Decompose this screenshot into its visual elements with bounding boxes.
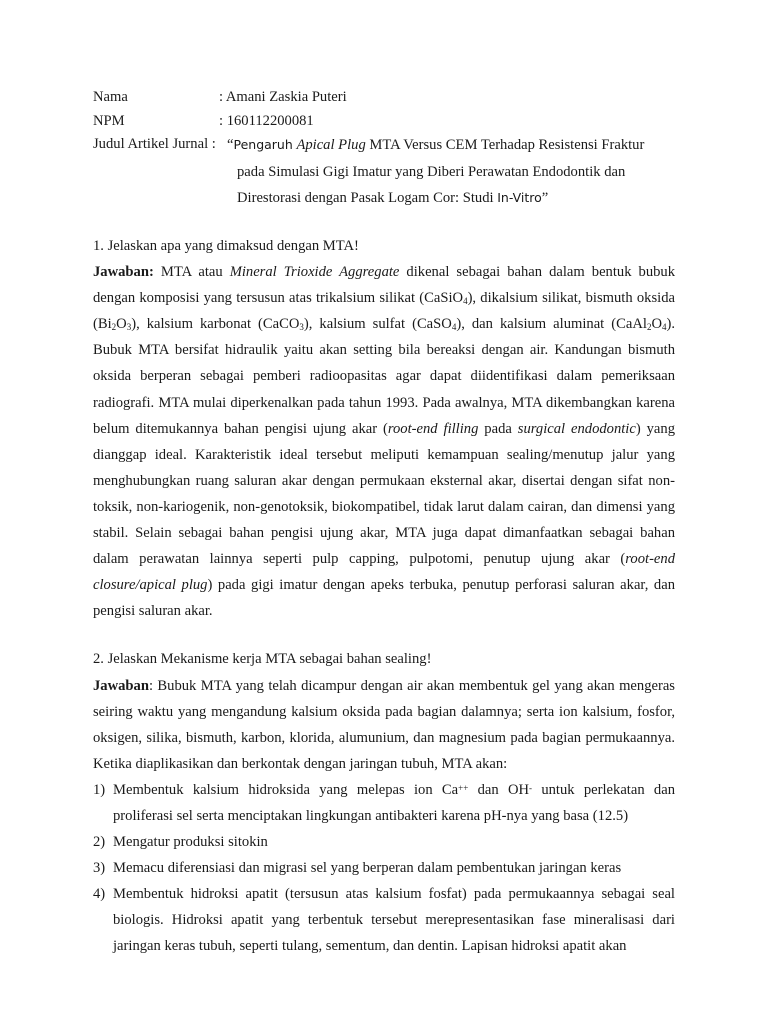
judul-continuation	[237, 159, 625, 211]
npm-value: : 160112200081	[219, 112, 314, 129]
npm-row	[93, 110, 693, 134]
judul-line-2: pada Simulasi Gigi Imatur yang Diberi Perawatan Endodontik dan	[237, 164, 626, 180]
question-2: 2. Jelaskan Mekanisme kerja MTA sebagai bahan sealing!	[93, 651, 432, 668]
judul-line-3	[237, 185, 625, 211]
npm-label: NPM	[93, 112, 125, 129]
judul-line-3-text: Direstorasi dengan Pasak Logam Cor: Studi	[237, 190, 494, 206]
answer-2-label: Jawaban	[93, 677, 149, 694]
identity-header	[93, 86, 693, 206]
judul-in-vitro: In-Vitro	[497, 190, 542, 205]
judul-rest-1: MTA Versus CEM Terhadap Resistensi Fraktur	[369, 137, 645, 153]
document-body	[93, 233, 675, 960]
term-surgical-endodontic: surgical endodontic	[517, 420, 636, 437]
list-number: 2)	[93, 834, 106, 851]
term-root-end-filling: root-end filling	[387, 420, 479, 437]
term-mta-full: Mineral Trioxide Aggregate	[229, 264, 400, 281]
list-number: 4)	[93, 886, 106, 903]
answer-1-label: Jawaban:	[93, 264, 154, 281]
nama-label: Nama	[93, 89, 128, 105]
answer-2-intro: Jawaban: Bubuk MTA yang telah dicampur dengan air akan membentuk gel yang akan mengeras seiring waktu yang mengandung kalsium oksida pada bagian dalamnya; serta ion kalsium, fosfor, oksigen, silika, bismuth, karbon, klorida, alumunium, dan magnesium pada bagian permukaannya. Ketika diaplikasikan dan berkontak dengan jaringan tubuh, MTA akan:	[93, 677, 675, 772]
answer-1: Jawaban: MTA atau Mineral Trioxide Aggregate dikenal sebagai bahan dalam bentuk bubuk dengan komposisi yang tersusun atas trikalsium silikat (CaSiO$_4$), dikalsium silikat, bismuth oksida $(Bi_2O_3)$, kalsium karbonat (CaCO$_3$), kalsium sulfat (CaSO$_4$), dan kalsium aluminat $(CaAl_2O_4)$. Bubuk MTA bersifat hidraulik yaitu akan setting bila bereaksi dengan air. Kandungan bismuth oksida berperan sebagai pemberi radioopasitas agar dapat diidentifikasi dalam pemeriksaan radiografi. MTA mulai diperkenalkan pada tahun 1993. Pada awalnya, MTA dikembangkan karena belum ditemukannya bahan pengisi ujung akar (root-end filling pada surgical endodontic) yang dianggap ideal. Karakteristik ideal tersebut meliputi kemampuan sealing/menutup jalur yang menghubungkan ruang saluran akar dengan permukaan eksternal akar, disertai dengan sifat non-toksik, non-kariogenik, non-genotoksik, biokompatibel, tidak larut dalam cairan, dan dimensi yang stabil. Selain sebagai bahan pengisi ujung akar, MTA juga dapat dimanfaatkan sebagai bahan dalam perawatan lainnya seperti pulp capping, pulpotomi, penutup ujung akar (root-end closure/apical plug) pada gigi imatur dengan apeks terbuka, penutup perforasi saluran akar, dan pengisi saluran akar.	[93, 264, 676, 620]
term-root-end-closure: root-end closure/apical plug	[93, 551, 675, 594]
nama-row	[93, 86, 693, 110]
nama-value: : Amani Zaskia Puteri	[219, 89, 347, 105]
close-quote: ”	[541, 190, 549, 206]
list-item: 3) Memacu diferensiasi dan migrasi sel yang berperan dalam pembentukan jaringan keras	[93, 855, 675, 881]
list-item: 2) Mengatur produksi sitokin	[93, 829, 675, 855]
list-number: 3)	[93, 860, 106, 877]
open-quote: “	[227, 137, 234, 153]
judul-apical-plug: Apical Plug	[296, 137, 366, 153]
list-item: 4) Membentuk hidroksi apatit (tersusun atas kalsium fosfat) pada permukaannya sebagai seal biologis. Hidroksi apatit yang terbentuk tersebut merepresentasikan fase mineralisasi dari jaringan keras tubuh, seperti tulang, sementum, dan dentin. Lapisan hidroksi apatit akan	[93, 881, 675, 959]
judul-label: Judul Artikel Jurnal :	[93, 136, 216, 152]
list-number: 1)	[93, 781, 106, 798]
question-1: 1. Jelaskan apa yang dimaksud dengan MTA!	[93, 238, 359, 254]
list-item: 1) Membentuk kalsium hidroksida yang melepas ion Ca++ dan OH- untuk perlekatan dan proliferasi sel serta menciptakan lingkungan antibakteri karena pH-nya yang basa (12.5)	[93, 777, 675, 829]
judul-line-1	[227, 133, 644, 158]
judul-word-pengaruh: Pengaruh	[233, 137, 293, 152]
section-gap	[93, 624, 675, 646]
judul-row	[93, 133, 693, 157]
